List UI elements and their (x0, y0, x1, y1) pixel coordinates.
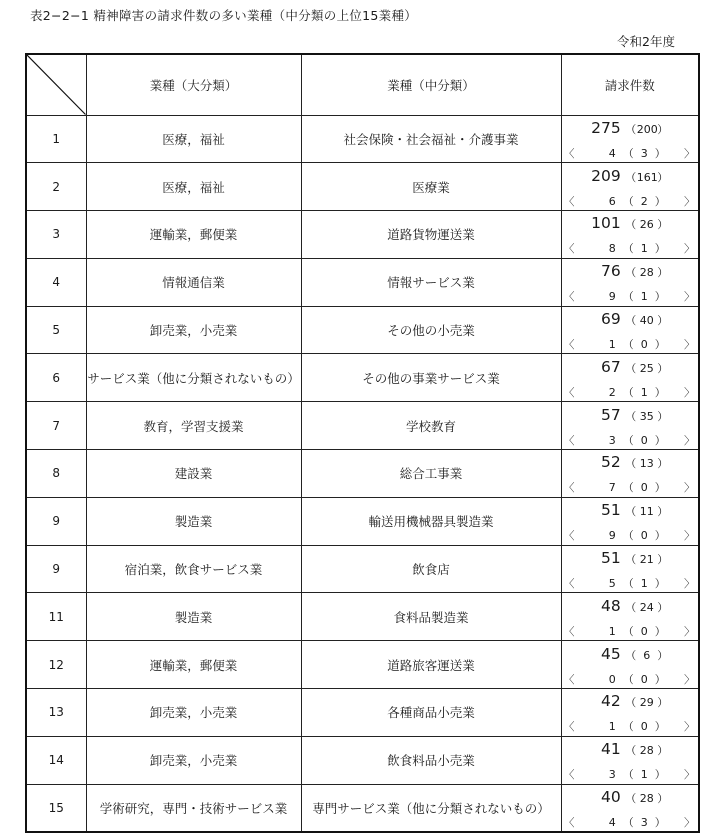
medium-category-cell: その他の小売業 (301, 306, 561, 354)
paren-close: ） (654, 290, 666, 304)
claim-count-sub: 29 (639, 696, 654, 710)
rank-cell: 11 (26, 593, 86, 641)
paren-open: （ (622, 577, 634, 591)
table-row (26, 258, 699, 306)
claim-count-cell (561, 258, 699, 306)
rank-cell: 6 (26, 354, 86, 402)
paren-open: （ (622, 720, 634, 734)
bottom-count-sub: 0 (640, 481, 648, 495)
bottom-count-sub: 0 (640, 672, 648, 686)
paren-open: （ (625, 505, 637, 519)
angle-close: 〉 (684, 194, 695, 208)
claim-count-cell (561, 689, 699, 737)
paren-open: （ (625, 361, 637, 375)
bottom-count: 5 (608, 577, 616, 591)
bottom-count: 7 (608, 481, 616, 495)
medium-category-cell: 飲食料品小売業 (301, 736, 561, 784)
claim-count-sub: 24 (639, 600, 654, 614)
bottom-count-sub: 0 (640, 720, 648, 734)
rank-cell: 9 (26, 497, 86, 545)
paren-open: （ (622, 624, 634, 638)
claim-count: 51 (601, 501, 621, 520)
paren-close: ） (657, 361, 669, 375)
angle-open: 〈 (563, 768, 575, 782)
claim-count: 275 (591, 118, 621, 137)
table-row (26, 497, 699, 545)
claim-count: 52 (601, 453, 621, 472)
fiscal-year-label: 令和2年度 (617, 34, 675, 49)
table-title: 表2−2−1 精神障害の請求件数の多い業種（中分類の上位15業種） (30, 8, 418, 23)
angle-open: 〈 (563, 672, 575, 686)
bottom-count-sub: 1 (640, 242, 648, 256)
bottom-count-sub: 0 (640, 529, 648, 543)
paren-open: （ (622, 529, 634, 543)
paren-open: （ (625, 457, 637, 471)
medium-category-cell: 道路貨物運送業 (301, 211, 561, 259)
paren-close: ） (657, 266, 669, 280)
paren-open: （ (625, 553, 637, 567)
claim-count-sub: 28 (639, 266, 654, 280)
medium-category-cell: 総合工事業 (301, 450, 561, 498)
major-category-cell: 医療，福祉 (86, 163, 301, 211)
bottom-count-sub: 2 (640, 194, 648, 208)
major-category-cell: サービス業（他に分類されないもの） (86, 354, 301, 402)
bottom-count-sub: 0 (640, 338, 648, 352)
angle-close: 〉 (684, 815, 695, 829)
angle-close: 〉 (684, 768, 695, 782)
angle-close: 〉 (684, 577, 695, 591)
table-row (26, 736, 699, 784)
claim-count: 51 (601, 549, 621, 568)
claim-count-cell (561, 115, 699, 163)
paren-close: ） (654, 481, 666, 495)
table-row (26, 354, 699, 402)
angle-close: 〉 (684, 481, 695, 495)
paren-close: ） (657, 457, 669, 471)
paren-close: ） (657, 505, 669, 519)
major-category-cell: 卸売業，小売業 (86, 689, 301, 737)
major-category-cell: 製造業 (86, 497, 301, 545)
table-row (26, 402, 699, 450)
angle-open: 〈 (563, 385, 575, 399)
claim-count-cell (561, 784, 699, 832)
rank-cell: 5 (26, 306, 86, 354)
major-category-cell: 卸売業，小売業 (86, 306, 301, 354)
paren-close: ） (657, 744, 669, 758)
paren-close: ） (657, 696, 669, 710)
claim-count-sub: 28 (639, 744, 654, 758)
angle-close: 〉 (684, 146, 695, 160)
claim-count-sub: 40 (639, 314, 654, 328)
medium-category-cell: 食料品製造業 (301, 593, 561, 641)
claim-count-cell (561, 163, 699, 211)
table-row (26, 593, 699, 641)
table-row (26, 450, 699, 498)
medium-category-cell: 各種商品小売業 (301, 689, 561, 737)
claim-count-sub: 161 (636, 170, 658, 184)
angle-open: 〈 (563, 242, 575, 256)
claim-count-cell (561, 354, 699, 402)
claim-count-sub: 26 (639, 218, 654, 232)
rank-cell: 14 (26, 736, 86, 784)
angle-close: 〉 (684, 624, 695, 638)
table-row (26, 163, 699, 211)
medium-category-cell: その他の事業サービス業 (301, 354, 561, 402)
paren-open: （ (625, 600, 637, 614)
table-row (26, 211, 699, 259)
header-medium-category: 業種（中分類） (301, 54, 561, 115)
claim-count-sub: 6 (643, 648, 651, 662)
paren-close: ） (654, 720, 666, 734)
angle-close: 〉 (684, 242, 695, 256)
medium-category-cell: 飲食店 (301, 545, 561, 593)
angle-close: 〉 (684, 433, 695, 447)
paren-close: ） (654, 577, 666, 591)
table-row (26, 306, 699, 354)
angle-open: 〈 (563, 815, 575, 829)
paren-close: ） (654, 672, 666, 686)
claim-count-cell (561, 641, 699, 689)
paren-open: （ (625, 170, 637, 184)
bottom-count-sub: 3 (640, 815, 648, 829)
table-row (26, 784, 699, 832)
angle-open: 〈 (563, 577, 575, 591)
paren-close: ） (657, 791, 669, 805)
paren-open: （ (622, 385, 634, 399)
paren-open: （ (622, 242, 634, 256)
paren-close: ） (654, 815, 666, 829)
claim-count: 101 (591, 214, 621, 233)
rank-cell: 1 (26, 115, 86, 163)
major-category-cell: 教育，学習支援業 (86, 402, 301, 450)
paren-close: ） (654, 624, 666, 638)
claim-count: 57 (601, 405, 621, 424)
paren-open: （ (622, 146, 634, 160)
claim-count-cell (561, 545, 699, 593)
bottom-count: 6 (608, 194, 616, 208)
rank-cell: 2 (26, 163, 86, 211)
paren-open: （ (622, 768, 634, 782)
claim-count: 209 (591, 166, 621, 185)
angle-close: 〉 (684, 338, 695, 352)
bottom-count-sub: 1 (640, 385, 648, 399)
bottom-count: 1 (608, 624, 616, 638)
angle-close: 〉 (684, 529, 695, 543)
bottom-count-sub: 0 (640, 624, 648, 638)
claim-count-sub: 28 (639, 791, 654, 805)
major-category-cell: 建設業 (86, 450, 301, 498)
bottom-count: 2 (608, 385, 616, 399)
bottom-count: 4 (608, 815, 616, 829)
angle-open: 〈 (563, 433, 575, 447)
claim-count-cell (561, 211, 699, 259)
claim-count-cell (561, 306, 699, 354)
major-category-cell: 学術研究，専門・技術サービス業 (86, 784, 301, 832)
paren-close: ） (654, 338, 666, 352)
major-category-cell: 情報通信業 (86, 258, 301, 306)
medium-category-cell: 輸送用機械器具製造業 (301, 497, 561, 545)
paren-close: ） (657, 600, 669, 614)
rank-cell: 4 (26, 258, 86, 306)
claim-count: 42 (601, 692, 621, 711)
header-row (26, 54, 699, 115)
claim-count-cell (561, 402, 699, 450)
paren-close: ） (654, 146, 666, 160)
angle-open: 〈 (563, 194, 575, 208)
rank-cell: 13 (26, 689, 86, 737)
claim-count-sub: 200 (636, 122, 658, 136)
major-category-cell: 運輸業，郵便業 (86, 641, 301, 689)
paren-open: （ (625, 122, 637, 136)
paren-open: （ (622, 290, 634, 304)
paren-close: ） (657, 409, 669, 423)
claim-count-sub: 11 (639, 505, 654, 519)
angle-open: 〈 (563, 146, 575, 160)
bottom-count: 1 (608, 338, 616, 352)
paren-open: （ (622, 481, 634, 495)
medium-category-cell: 専門サービス業（他に分類されないもの） (301, 784, 561, 832)
paren-close: ） (654, 194, 666, 208)
header-major-category: 業種（大分類） (86, 54, 301, 115)
paren-close: ） (657, 122, 669, 136)
claim-count: 45 (601, 644, 621, 663)
bottom-count: 0 (608, 672, 616, 686)
claim-count: 76 (601, 262, 621, 281)
claim-count-cell (561, 450, 699, 498)
bottom-count-sub: 1 (640, 768, 648, 782)
table-row (26, 115, 699, 163)
header-claim-count: 請求件数 (561, 54, 699, 115)
paren-close: ） (657, 218, 669, 232)
angle-close: 〉 (684, 385, 695, 399)
claim-count: 40 (601, 787, 621, 806)
bottom-count: 9 (608, 290, 616, 304)
paren-open: （ (625, 648, 637, 662)
bottom-count: 3 (608, 433, 616, 447)
bottom-count-sub: 3 (640, 146, 648, 160)
paren-open: （ (622, 815, 634, 829)
medium-category-cell: 医療業 (301, 163, 561, 211)
paren-close: ） (654, 768, 666, 782)
angle-close: 〉 (684, 290, 695, 304)
table-row (26, 689, 699, 737)
angle-open: 〈 (563, 338, 575, 352)
diagonal-line-icon (27, 55, 86, 115)
claim-count-sub: 13 (639, 457, 654, 471)
bottom-count: 1 (608, 720, 616, 734)
paren-open: （ (625, 696, 637, 710)
paren-open: （ (622, 194, 634, 208)
table-row (26, 545, 699, 593)
claim-count-cell (561, 593, 699, 641)
angle-close: 〉 (684, 672, 695, 686)
paren-open: （ (625, 266, 637, 280)
claim-count-sub: 25 (639, 361, 654, 375)
rank-cell: 3 (26, 211, 86, 259)
rank-cell: 8 (26, 450, 86, 498)
bottom-count: 8 (608, 242, 616, 256)
paren-open: （ (625, 791, 637, 805)
angle-open: 〈 (563, 624, 575, 638)
paren-close: ） (657, 314, 669, 328)
paren-open: （ (622, 433, 634, 447)
table-row (26, 641, 699, 689)
bottom-count: 9 (608, 529, 616, 543)
paren-close: ） (654, 433, 666, 447)
claim-count-cell (561, 736, 699, 784)
paren-close: ） (657, 648, 669, 662)
angle-close: 〉 (684, 720, 695, 734)
rank-cell: 12 (26, 641, 86, 689)
rank-cell: 15 (26, 784, 86, 832)
claim-count-cell (561, 497, 699, 545)
bottom-count-sub: 1 (640, 290, 648, 304)
medium-category-cell: 情報サービス業 (301, 258, 561, 306)
rank-cell: 9 (26, 545, 86, 593)
major-category-cell: 医療，福祉 (86, 115, 301, 163)
medium-category-cell: 道路旅客運送業 (301, 641, 561, 689)
bottom-count-sub: 0 (640, 433, 648, 447)
medium-category-cell: 社会保険・社会福祉・介護事業 (301, 115, 561, 163)
claims-by-industry-table (25, 53, 700, 833)
major-category-cell: 運輸業，郵便業 (86, 211, 301, 259)
medium-category-cell: 学校教育 (301, 402, 561, 450)
rank-cell: 7 (26, 402, 86, 450)
header-corner-cell (26, 54, 86, 115)
paren-close: ） (657, 170, 669, 184)
paren-close: ） (654, 385, 666, 399)
bottom-count-sub: 1 (640, 577, 648, 591)
claim-count: 69 (601, 310, 621, 329)
paren-open: （ (625, 744, 637, 758)
angle-open: 〈 (563, 481, 575, 495)
paren-open: （ (625, 314, 637, 328)
major-category-cell: 製造業 (86, 593, 301, 641)
paren-open: （ (622, 672, 634, 686)
claim-count-sub: 21 (639, 553, 654, 567)
angle-open: 〈 (563, 529, 575, 543)
paren-close: ） (654, 242, 666, 256)
angle-open: 〈 (563, 720, 575, 734)
angle-open: 〈 (563, 290, 575, 304)
bottom-count: 3 (608, 768, 616, 782)
paren-open: （ (622, 338, 634, 352)
paren-close: ） (654, 529, 666, 543)
paren-open: （ (625, 409, 637, 423)
claim-count: 41 (601, 740, 621, 759)
major-category-cell: 宿泊業，飲食サービス業 (86, 545, 301, 593)
claim-count-sub: 35 (639, 409, 654, 423)
major-category-cell: 卸売業，小売業 (86, 736, 301, 784)
bottom-count: 4 (608, 146, 616, 160)
paren-close: ） (657, 553, 669, 567)
claim-count: 48 (601, 596, 621, 615)
paren-open: （ (625, 218, 637, 232)
claim-count: 67 (601, 357, 621, 376)
